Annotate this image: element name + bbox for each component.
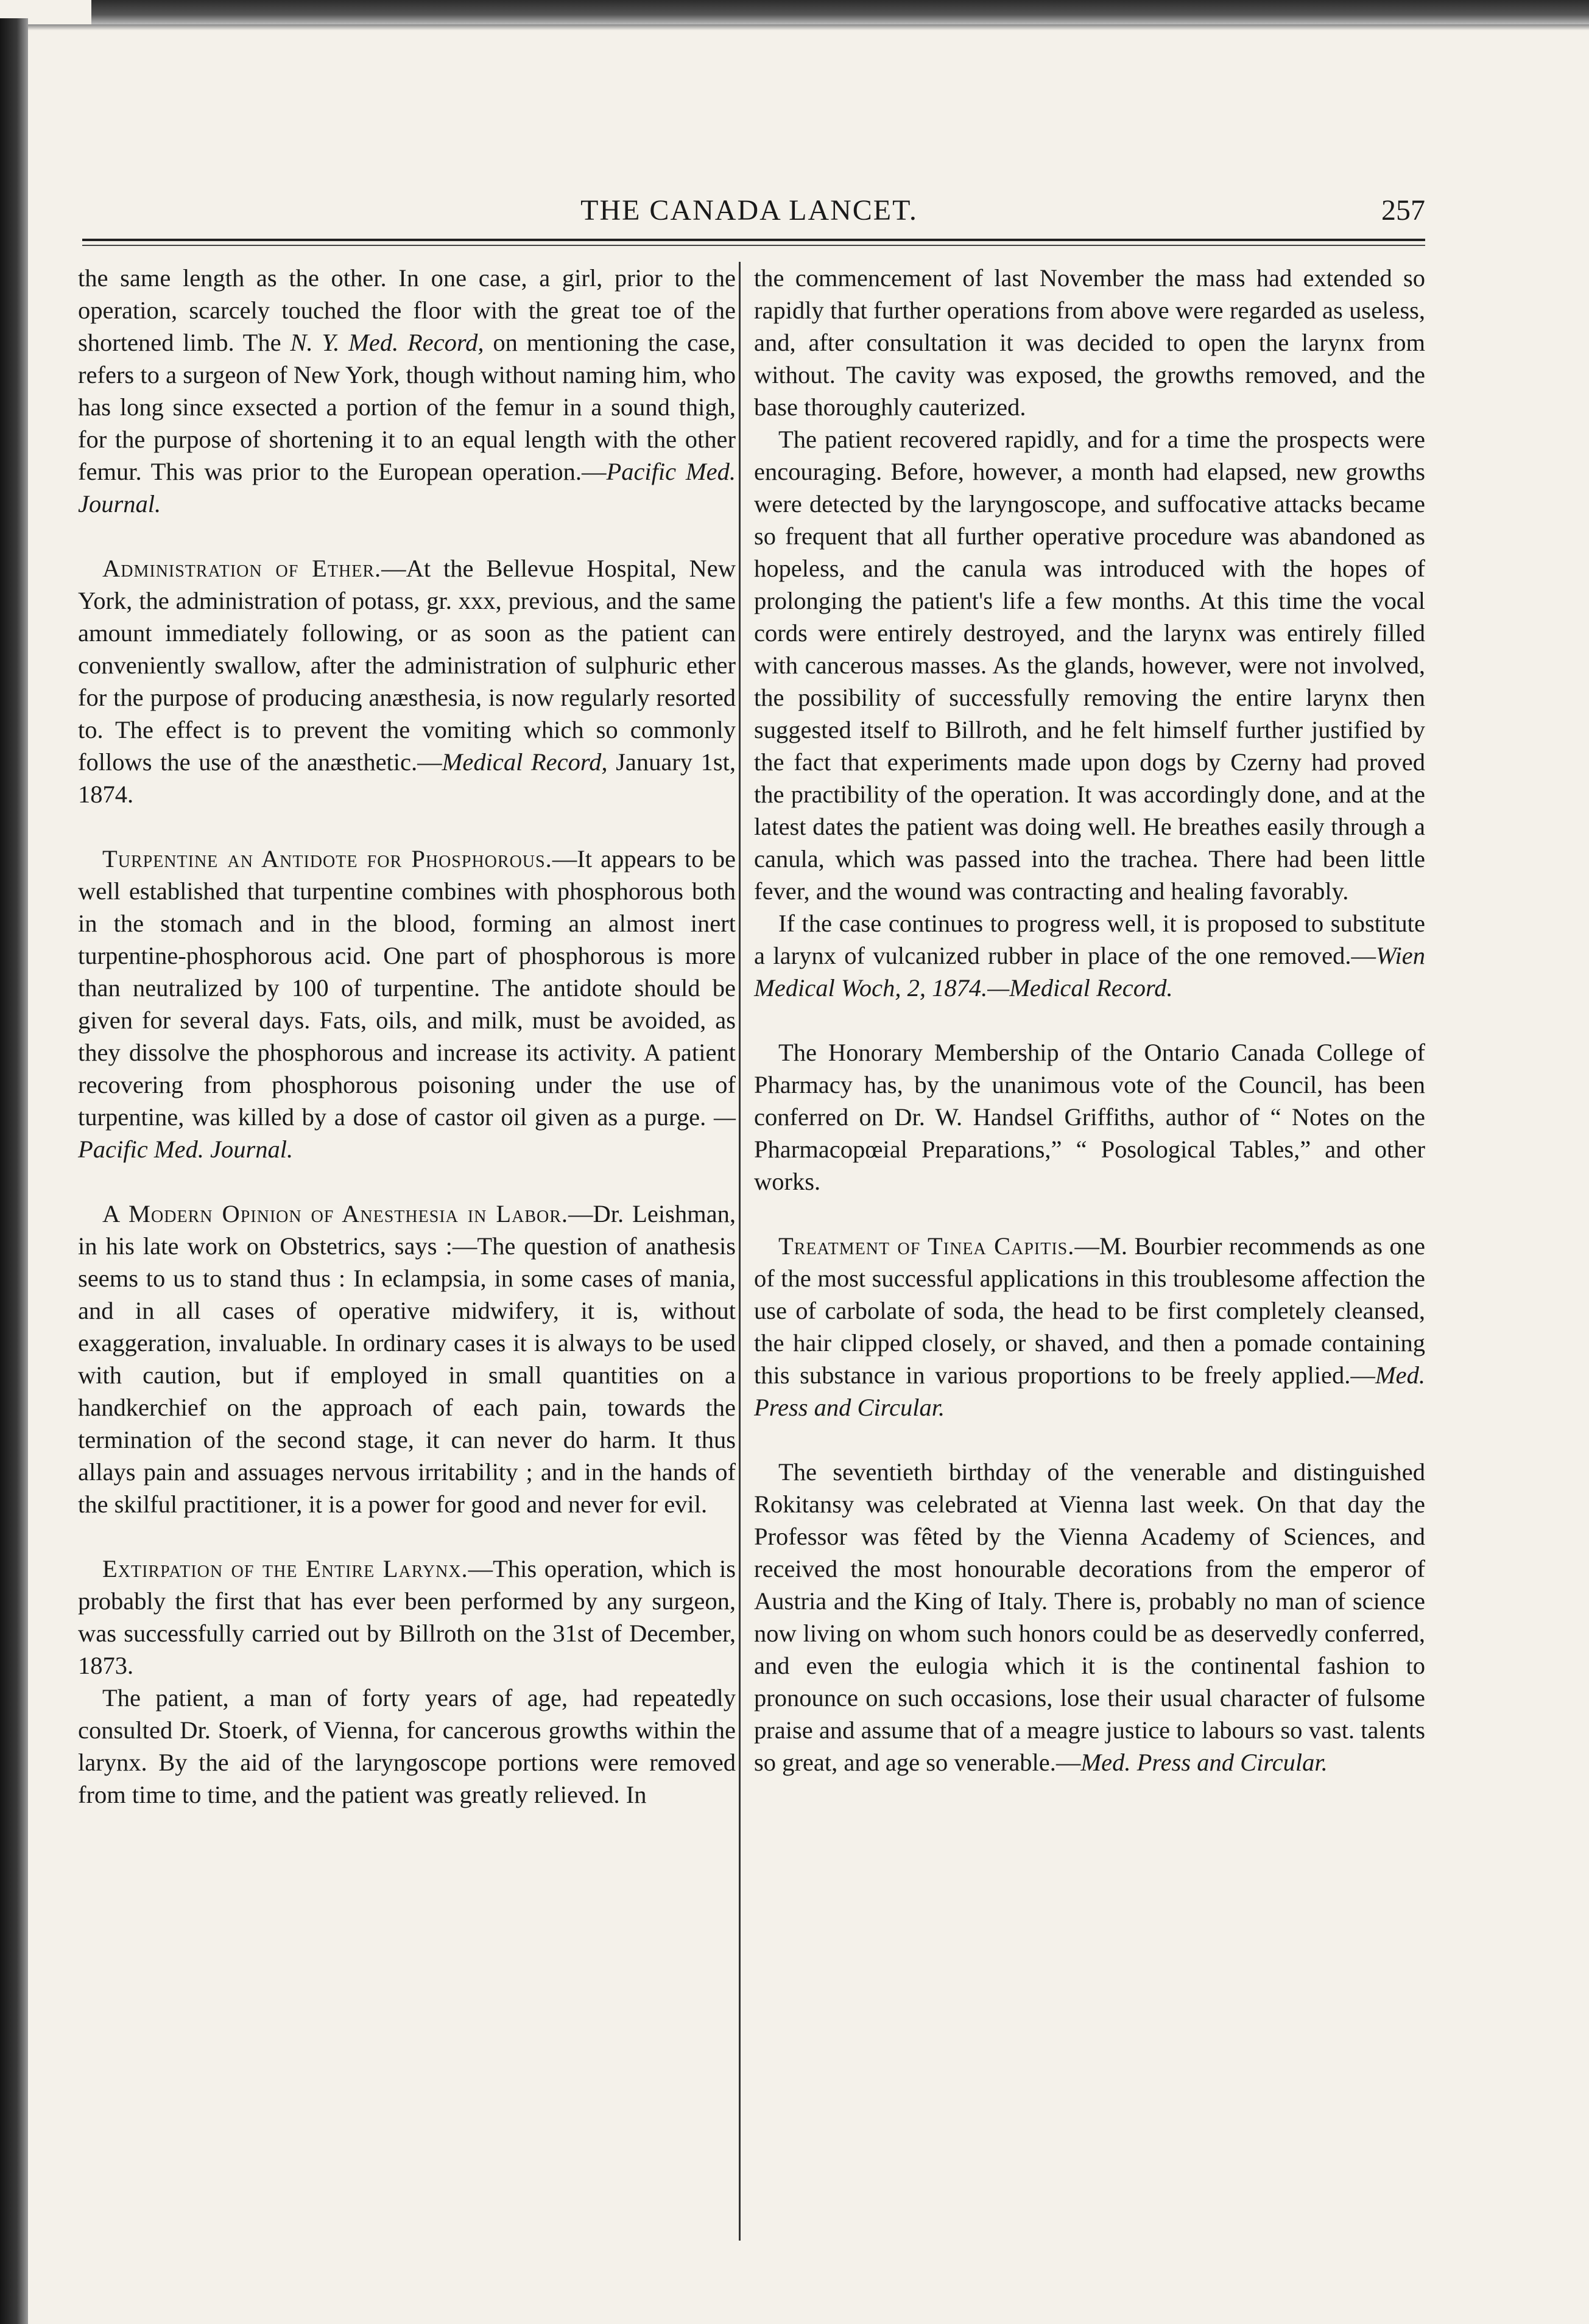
- femur-paragraph: the same length as the other. In one case, a girl, prior to the operation, scarcely touched the floor with the great toe of the shortened limb. The N. Y. Med. Record, on mentioning the case, refers to a surgeon of New York, though without naming him, who has long since exsected a portion of the femur in a sound thigh, for the purpose of shortening it to an equal length with the other femur. This was prior to the European operation.—Pacific Med. Journal.: [78, 264, 736, 518]
- scan-binding-edge: [0, 18, 28, 2324]
- larynx-heading: Extirpation of the Entire Larynx.: [102, 1555, 468, 1582]
- turpentine-article: Turpentine an Antidote for Phosphorous.—It appears to be well established that turpentine combines with phosphorous both in the stomach and in the blood, forming an almost inert turpentine-phosphorous acid. One part of phosphorous is more than neutralized by 100 of turpentine. The antidote should be given for several days. Fats, oils, and milk, must be avoided, as they dissolve the phosphorous and increase its activity. A patient recovering from phosphorous poisoning under the use of turpentine, was killed by a dose of castor oil given as a purge. —Pacific Med. Journal.: [78, 845, 736, 1163]
- honorary-membership-article: The Honorary Membership of the Ontario Canada College of Pharmacy has, by the unanimous vote of the Council, has been conferred on Dr. W. Handsel Griffiths, author of “ Notes on the Pharmacopœial Preparations,” “ Posological Tables,” and other works.: [754, 1039, 1425, 1195]
- right-column: [754, 262, 1425, 1778]
- turpentine-heading: Turpentine an Antidote for Phosphorous.: [102, 845, 552, 872]
- scan-top-edge: [91, 0, 1589, 24]
- tinea-article: Treatment of Tinea Capitis.—M. Bourbier recommends as one of the most successful applications in this troublesome affection the use of carbolate of soda, the head to be first completely cleansed, the hair clipped closely, or shaved, and then a pomade containing this substance in various proportions to be freely applied.—Med. Press and Circular.: [754, 1232, 1425, 1421]
- rokitansky-article: The seventieth birthday of the venerable and distinguished Rokitansy was celebrated at Vienna last week. On that day the Professor was fêted by the Vienna Academy of Sciences, and received the most honourable decorations from the emperor of Austria and the King of Italy. There is, probably no man of science now living on whom such honors could be as deservedly conferred, and even the eulogia which it is the continental fashion to pronounce on such occasions, lose their usual character of fulsome praise and assume that of a meagre justice to labours so vast. talents so great, and age so venerable.—Med. Press and Circular.: [754, 1458, 1425, 1776]
- anesthesia-article: A Modern Opinion of Anesthesia in Labor.—Dr. Leishman, in his late work on Obstetrics, says :—The question of anathesis seems to us to stand thus : In eclampsia, in some cases of mania, and in all cases of operative midwifery, it is, without exaggeration, invaluable. In ordinary cases it is always to be used with caution, but if employed in small quantities on a handkerchief on the approach of each pain, towards the termination of the second stage, it can never do harm. It thus allays pain and assuages nervous irritability ; and in the hands of the skilful practitioner, it is a power for good and never for evil.: [78, 1200, 736, 1518]
- larynx-rubber: If the case continues to progress well, it is proposed to substitute a larynx of vulcanized rubber in place of the one removed.—Wien Medical Woch, 2, 1874.—Medical Record.: [754, 910, 1425, 1002]
- journal-title: THE CANADA LANCET.: [580, 194, 918, 226]
- ether-heading: Administration of Ether.: [102, 555, 382, 582]
- running-head: [73, 194, 1425, 236]
- tinea-heading: Treatment of Tinea Capitis.: [778, 1232, 1075, 1260]
- column-divider: [739, 262, 741, 2241]
- scan-top-shadow: [0, 24, 1589, 30]
- larynx-continuation: the commencement of last November the mass had extended so rapidly that further operations from above were regarded as useless, and, after consultation it was decided to open the larynx from without. The cavity was exposed, the growths removed, and the base thoroughly cauterized.: [754, 264, 1425, 421]
- header-rule: [82, 239, 1425, 241]
- header-rule-thin: [82, 245, 1425, 246]
- larynx-article: Extirpation of the Entire Larynx.—This operation, which is probably the first that has ever been performed by any surgeon, was successfully carried out by Billroth on the 31st of December, 1873.: [78, 1555, 736, 1679]
- page-number: 257: [1381, 194, 1425, 226]
- ether-article: Administration of Ether.—At the Bellevue Hospital, New York, the administration of potass, gr. xxx, previous, and the same amount immediately following, or as soon as the patient can conveniently swallow, after the administration of sulphuric ether for the purpose of producing anæsthesia, is now regularly resorted to. The effect is to prevent the vomiting which so commonly follows the use of the anæsthetic.—Medical Record, January 1st, 1874.: [78, 555, 736, 808]
- anesthesia-heading: A Modern Opinion of Anesthesia in Labor.: [102, 1200, 569, 1227]
- larynx-recovery: The patient recovered rapidly, and for a time the prospects were encouraging. Before, however, a month had elapsed, new growths were detected by the laryngoscope, and suffocative attacks became so frequent that all further operative procedure was abandoned as hopeless, and the canula was introduced with the hopes of prolonging the patient's life a few months. At this time the vocal cords were entirely destroyed, and the larynx was entirely filled with cancerous masses. As the glands, however, were not involved, the possibility of successfully removing the entire larynx then suggested itself to Billroth, and he felt himself further justified by the fact that experiments made upon dogs by Czerny had proved the practibility of the operation. It was accordingly done, and at the latest dates the patient was doing well. He breathes easily through a canula, which was passed into the trachea. There had been little fever, and the wound was contracting and healing favorably.: [754, 426, 1425, 905]
- larynx-paragraph-2: The patient, a man of forty years of age, had repeatedly consulted Dr. Stoerk, of Vienna, for cancerous growths within the larynx. By the aid of the laryngoscope portions were removed from time to time, and the patient was greatly relieved. In: [78, 1684, 736, 1808]
- left-column: [78, 262, 736, 1811]
